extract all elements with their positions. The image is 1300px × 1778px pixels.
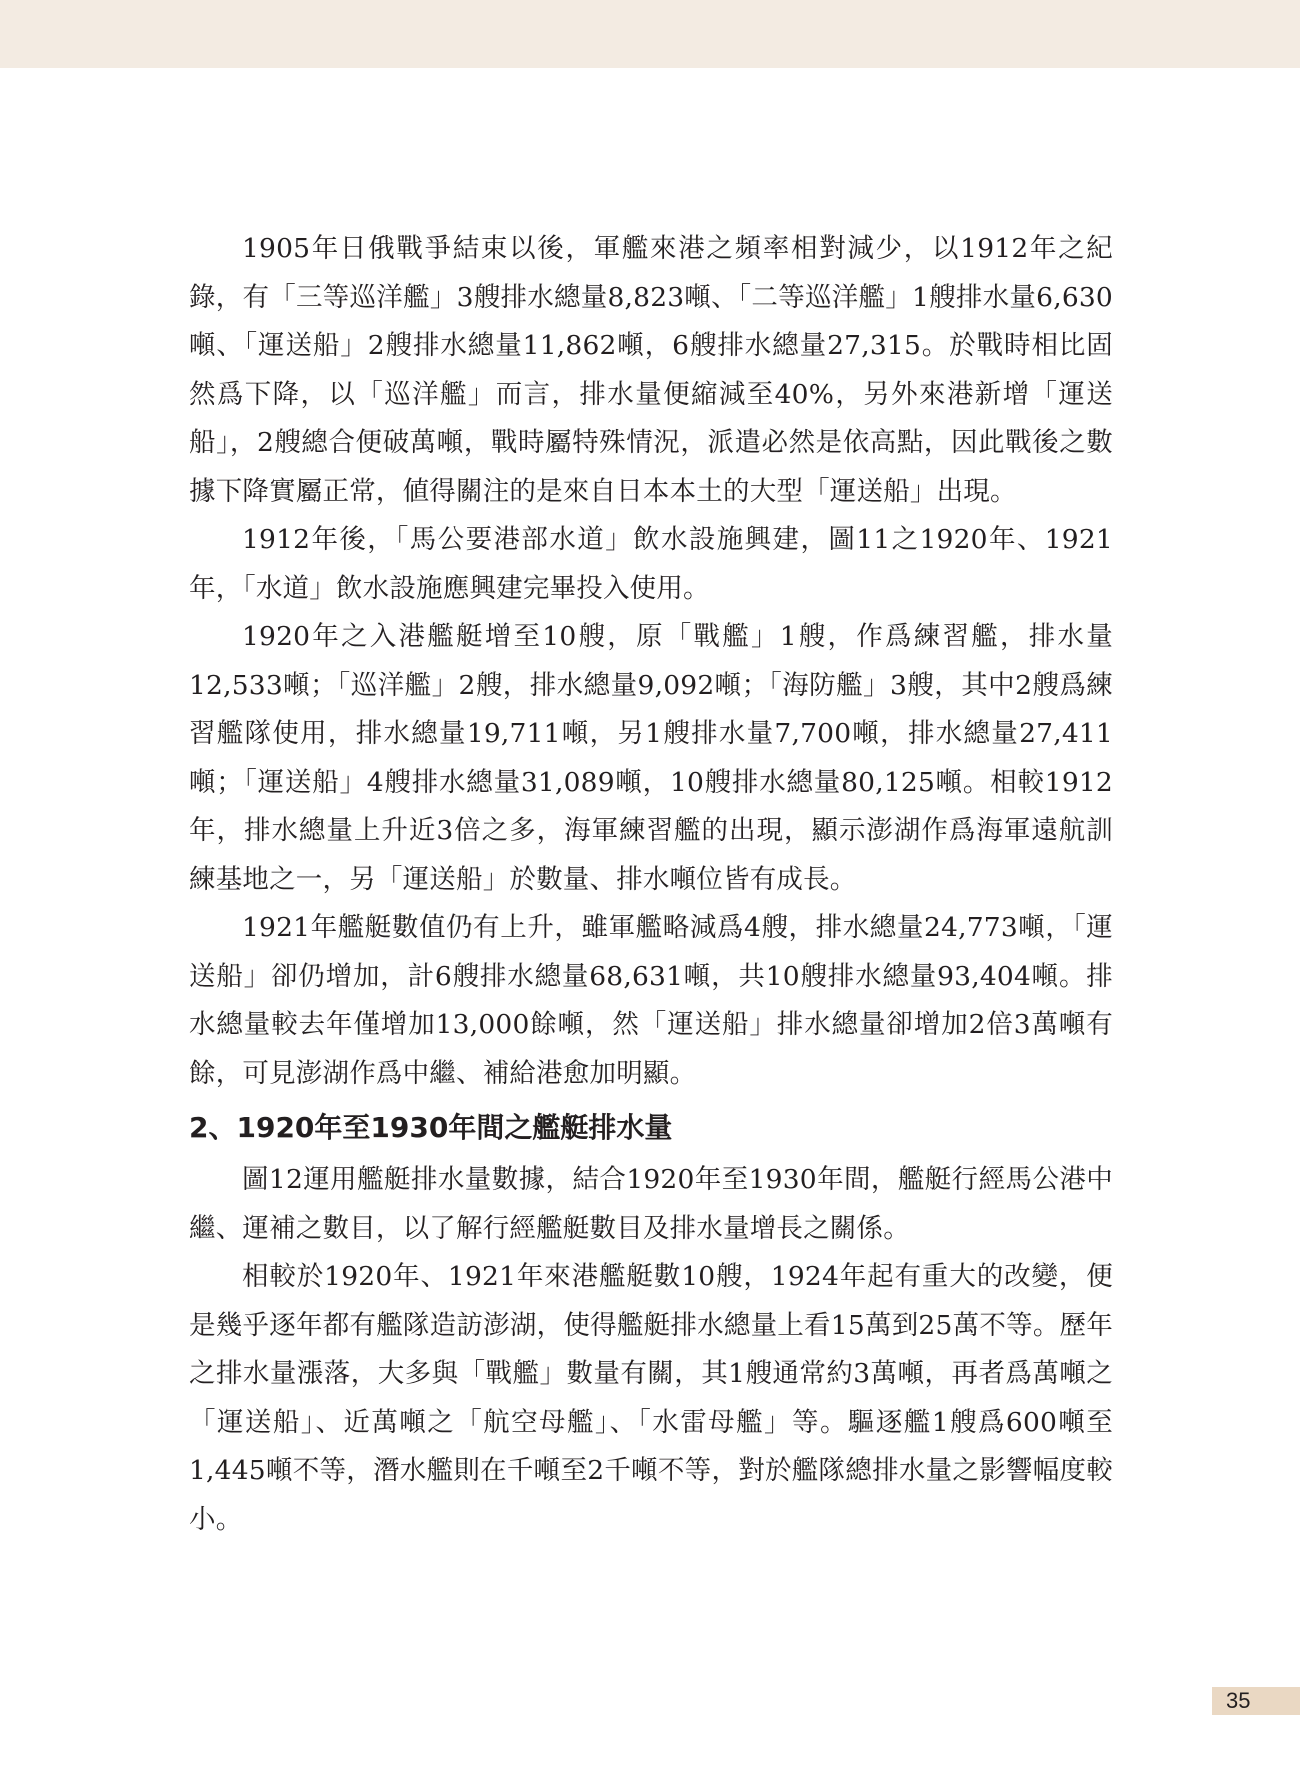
section-heading: 2、1920年至1930年間之艦艇排水量	[189, 1111, 673, 1144]
body-paragraph-1921: 1921年艦艇數值仍有上升，雖軍艦略減爲4艘，排水總量24,773噸，「運送船」卻仍增加，計6艘排水總量68,631噸，共10艘排水總量93,404噸。排水總量較去年僅增加13,000餘噸，然「運送船」排水總量卻增加2倍3萬噸有餘，可見澎湖作爲中繼、補給港愈加明顯。	[189, 912, 1113, 1089]
page-number: 35	[1226, 1688, 1251, 1713]
body-paragraph-water-supply: 1912年後，「馬公要港部水道」飲水設施興建，圖11之1920年、1921年，「水道」飲水設施應興建完畢投入使用。	[189, 524, 1113, 604]
body-paragraph-1924-fleet: 相較於1920年、1921年來港艦艇數10艘，1924年起有重大的改變，便是幾乎逐年都有艦隊造訪澎湖，使得艦艇排水總量上看15萬到25萬不等。歷年之排水量漲落，大多與「戰艦」數量有關，其1艘通常約3萬噸，再者爲萬噸之「運送船」、近萬噸之「航空母艦」、「水雷母艦」等。驅逐艦1艘爲600噸至1,445噸不等，潛水艦則在千噸至2千噸不等，對於艦隊總排水量之影響幅度較小。	[189, 1261, 1113, 1535]
body-paragraph-1920: 1920年之入港艦艇增至10艘，原「戰艦」1艘，作爲練習艦，排水量12,533噸；「巡洋艦」2艘，排水總量9,092噸；「海防艦」3艘，其中2艘爲練習艦隊使用，排水總量19,711噸，另1艘排水量7,700噸，排水總量27,411噸；「運送船」4艘排水總量31,089噸，10艘排水總量80,125噸。相較1912年，排水總量上升近3倍之多，海軍練習艦的出現，顯示澎湖作爲海軍遠航訓練基地之一，另「運送船」於數量、排水噸位皆有成長。	[189, 621, 1113, 895]
body-paragraph-figure-12: 圖12運用艦艇排水量數據，結合1920年至1930年間，艦艇行經馬公港中繼、運補之數目，以了解行經艦艇數目及排水量增長之關係。	[189, 1164, 1113, 1244]
page-body	[189, 225, 1113, 1544]
top-header-band	[0, 0, 1300, 68]
body-paragraph-1905-1912: 1905年日俄戰爭結束以後，軍艦來港之頻率相對減少，以1912年之紀錄，有「三等巡洋艦」3艘排水總量8,823噸、「二等巡洋艦」1艘排水量6,630噸、「運送船」2艘排水總量11,862噸，6艘排水總量27,315。於戰時相比固然爲下降，以「巡洋艦」而言，排水量便縮減至40%，另外來港新增「運送船」，2艘總合便破萬噸，戰時屬特殊情況，派遣必然是依高點，因此戰後之數據下降實屬正常，値得關注的是來自日本本土的大型「運送船」出現。	[189, 233, 1113, 507]
page-number-tab	[1212, 1687, 1300, 1715]
